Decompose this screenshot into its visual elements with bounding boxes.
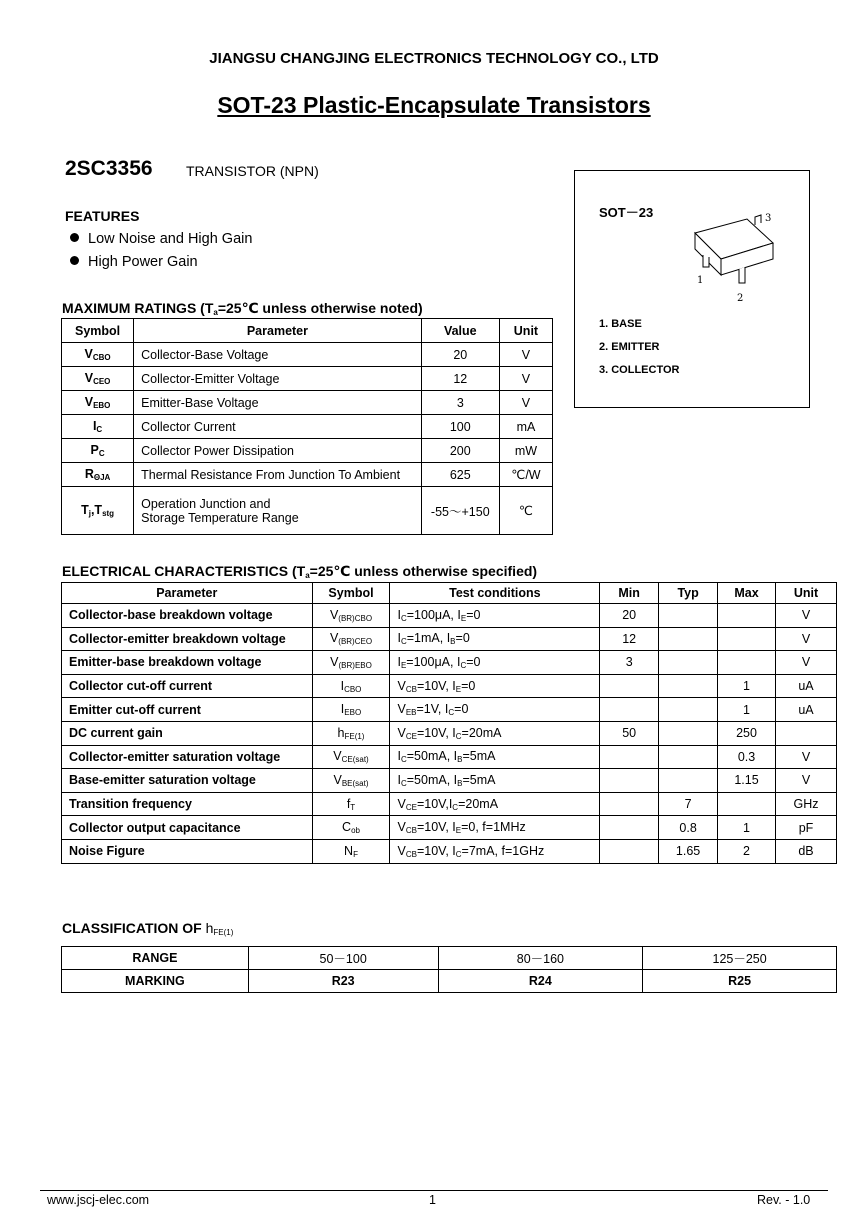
value-cell: -55～+150	[421, 487, 499, 535]
parameter-cell: Emitter-base breakdown voltage	[62, 651, 313, 675]
symbol-cell: $N_F$	[312, 839, 390, 863]
table-row	[62, 463, 553, 487]
table-row	[62, 769, 837, 793]
parameter-cell: Collector Current	[134, 415, 422, 439]
symbol-cell: $V_{CBO}$	[62, 343, 134, 367]
max-cell: 1	[718, 674, 776, 698]
column-header: Value	[421, 319, 499, 343]
value-cell: 100	[421, 415, 499, 439]
unit-cell: V	[499, 391, 552, 415]
condition-cell: $V_{CE}=10V,I_C=20mA$	[390, 792, 600, 816]
min-cell	[600, 674, 659, 698]
typ-cell	[659, 721, 718, 745]
min-cell	[600, 792, 659, 816]
table-row	[62, 651, 837, 675]
unit-cell: dB	[776, 839, 837, 863]
unit-cell: V	[499, 367, 552, 391]
parameter-cell: Transition frequency	[62, 792, 313, 816]
symbol-cell: $V_{EBO}$	[62, 391, 134, 415]
marking-cell: R24	[438, 970, 643, 993]
parameter-cell: Collector Power Dissipation	[134, 439, 422, 463]
column-header: Symbol	[62, 319, 134, 343]
max-cell	[718, 604, 776, 628]
unit-cell: pF	[776, 816, 837, 840]
pin-collector: 3. COLLECTOR	[599, 364, 680, 376]
electrical-heading: ELECTRICAL CHARACTERISTICS ($T_a=25℃$ unless otherwise specified)	[62, 563, 538, 580]
pin-emitter: 2. EMITTER	[599, 341, 660, 353]
unit-cell: ℃	[499, 487, 552, 535]
value-cell: 12	[421, 367, 499, 391]
unit-cell: V	[776, 651, 837, 675]
condition-cell: $I_C=100\mu A$, $I_E=0$	[390, 604, 600, 628]
table-row	[62, 816, 837, 840]
table-row	[62, 792, 837, 816]
bullet-icon	[70, 256, 79, 265]
table-row	[62, 415, 553, 439]
max-ratings-table	[61, 318, 553, 535]
symbol-cell: $V_{CEO}$	[62, 367, 134, 391]
max-cell: 1	[718, 698, 776, 722]
typ-cell	[659, 769, 718, 793]
table-row	[62, 487, 553, 535]
parameter-cell: Collector-Base Voltage	[134, 343, 422, 367]
max-cell	[718, 651, 776, 675]
unit-cell: V	[776, 745, 837, 769]
marking-cell: R23	[248, 970, 438, 993]
column-header: Parameter	[134, 319, 422, 343]
parameter-cell: Operation Junction and Storage Temperature Range	[134, 487, 422, 535]
condition-cell: $I_E=100\mu A$, $I_C=0$	[390, 651, 600, 675]
symbol-cell: $T_j,T_{stg}$	[62, 487, 134, 535]
footer-divider	[40, 1190, 828, 1191]
typ-cell: 7	[659, 792, 718, 816]
table-row	[62, 674, 837, 698]
typ-cell	[659, 627, 718, 651]
column-header: Min	[600, 583, 659, 604]
symbol-cell: $R_{\Theta JA}$	[62, 463, 134, 487]
package-box	[574, 170, 810, 408]
table-row	[62, 627, 837, 651]
value-cell: 200	[421, 439, 499, 463]
table-row	[62, 721, 837, 745]
max-cell: 0.3	[718, 745, 776, 769]
symbol-cell: $f_T$	[312, 792, 390, 816]
classification-table	[61, 946, 837, 993]
symbol-cell: $V_{BE(sat)}$	[312, 769, 390, 793]
condition-cell: $I_C=50mA$, $I_B=5mA$	[390, 769, 600, 793]
pin-label: 1	[697, 275, 704, 286]
feature-item: High Power Gain	[70, 254, 198, 270]
sot23-package-icon	[685, 205, 795, 305]
max-ratings-heading: MAXIMUM RATINGS ($T_a=25℃$ unless otherwise noted)	[62, 300, 423, 317]
min-cell: 12	[600, 627, 659, 651]
parameter-cell: Noise Figure	[62, 839, 313, 863]
symbol-cell: $V_{(BR)CEO}$	[312, 627, 390, 651]
max-cell: 2	[718, 839, 776, 863]
bullet-icon	[70, 233, 79, 242]
column-header: Parameter	[62, 583, 313, 604]
table-row	[62, 439, 553, 463]
symbol-cell: $C_{ob}$	[312, 816, 390, 840]
pin-base: 1. BASE	[599, 318, 642, 330]
condition-cell: $V_{EB}=1V$, $I_C=0$	[390, 698, 600, 722]
max-cell: 1.15	[718, 769, 776, 793]
symbol-cell: $I_{CBO}$	[312, 674, 390, 698]
column-header: Test conditions	[390, 583, 600, 604]
document-title: SOT-23 Plastic-Encapsulate Transistors	[217, 92, 651, 118]
marking-label: MARKING	[62, 970, 249, 993]
condition-cell: $V_{CB}=10V$, $I_E=0$	[390, 674, 600, 698]
column-header: Typ	[659, 583, 718, 604]
parameter-cell: Collector-emitter breakdown voltage	[62, 627, 313, 651]
condition-cell: $V_{CB}=10V$, $I_C=7mA$, f=1GHz	[390, 839, 600, 863]
table-row	[62, 343, 553, 367]
min-cell	[600, 839, 659, 863]
range-cell: 50－100	[248, 947, 438, 970]
parameter-cell: Emitter cut-off current	[62, 698, 313, 722]
min-cell	[600, 698, 659, 722]
package-title: SOT－23	[599, 205, 654, 220]
range-label: RANGE	[62, 947, 249, 970]
footer-page-number: 1	[429, 1193, 436, 1207]
column-header: Unit	[776, 583, 837, 604]
min-cell: 3	[600, 651, 659, 675]
column-header: Unit	[499, 319, 552, 343]
symbol-cell: $V_{(BR)CBO}$	[312, 604, 390, 628]
unit-cell: V	[499, 343, 552, 367]
parameter-cell: DC current gain	[62, 721, 313, 745]
unit-cell: mA	[499, 415, 552, 439]
condition-cell: $V_{CB}=10V$, $I_E=0$, f=1MHz	[390, 816, 600, 840]
symbol-cell: $I_{EBO}$	[312, 698, 390, 722]
features-heading: FEATURES	[65, 208, 140, 224]
company-name: JIANGSU CHANGJING ELECTRONICS TECHNOLOGY CO., LTD	[209, 50, 659, 67]
min-cell	[600, 745, 659, 769]
parameter-cell: Collector-emitter saturation voltage	[62, 745, 313, 769]
typ-cell	[659, 698, 718, 722]
classification-heading: CLASSIFICATION OF $h_{FE(1)}$	[62, 920, 234, 937]
max-cell	[718, 627, 776, 651]
parameter-cell: Base-emitter saturation voltage	[62, 769, 313, 793]
range-cell: 80－160	[438, 947, 643, 970]
symbol-cell: $V_{(BR)EBO}$	[312, 651, 390, 675]
symbol-cell: $h_{FE(1)}$	[312, 721, 390, 745]
part-type: TRANSISTOR (NPN)	[186, 163, 319, 179]
value-cell: 3	[421, 391, 499, 415]
table-row	[62, 839, 837, 863]
parameter-cell: Collector-Emitter Voltage	[134, 367, 422, 391]
table-row	[62, 367, 553, 391]
footer-revision: Rev. - 1.0	[757, 1193, 811, 1207]
unit-cell: uA	[776, 698, 837, 722]
parameter-cell: Thermal Resistance From Junction To Ambient	[134, 463, 422, 487]
min-cell	[600, 769, 659, 793]
typ-cell: 1.65	[659, 839, 718, 863]
symbol-cell: $V_{CE(sat)}$	[312, 745, 390, 769]
parameter-cell: Collector-base breakdown voltage	[62, 604, 313, 628]
max-cell	[718, 792, 776, 816]
typ-cell	[659, 745, 718, 769]
value-cell: 625	[421, 463, 499, 487]
typ-cell	[659, 651, 718, 675]
unit-cell: V	[776, 769, 837, 793]
marking-cell: R25	[643, 970, 837, 993]
parameter-cell: Collector cut-off current	[62, 674, 313, 698]
part-number: 2SC3356	[65, 157, 153, 180]
min-cell	[600, 816, 659, 840]
pin-label: 3	[765, 213, 772, 224]
table-row	[62, 745, 837, 769]
column-header: Symbol	[312, 583, 390, 604]
max-cell: 1	[718, 816, 776, 840]
feature-item: Low Noise and High Gain	[70, 231, 252, 247]
unit-cell: ℃/W	[499, 463, 552, 487]
unit-cell: uA	[776, 674, 837, 698]
table-row	[62, 604, 837, 628]
footer-website: www.jscj-elec.com	[47, 1193, 150, 1207]
parameter-cell: Emitter-Base Voltage	[134, 391, 422, 415]
min-cell: 20	[600, 604, 659, 628]
unit-cell: mW	[499, 439, 552, 463]
symbol-cell: $P_C$	[62, 439, 134, 463]
max-cell: 250	[718, 721, 776, 745]
condition-cell: $I_C=50mA$, $I_B=5mA$	[390, 745, 600, 769]
symbol-cell: $I_C$	[62, 415, 134, 439]
parameter-cell: Collector output capacitance	[62, 816, 313, 840]
value-cell: 20	[421, 343, 499, 367]
typ-cell	[659, 604, 718, 628]
electrical-table	[61, 582, 837, 864]
unit-cell: V	[776, 627, 837, 651]
condition-cell: $V_{CE}=10V$, $I_C=20mA$	[390, 721, 600, 745]
condition-cell: $I_C=1mA$, $I_B=0$	[390, 627, 600, 651]
range-cell: 125－250	[643, 947, 837, 970]
unit-cell: V	[776, 604, 837, 628]
unit-cell	[776, 721, 837, 745]
min-cell: 50	[600, 721, 659, 745]
table-row	[62, 698, 837, 722]
column-header: Max	[718, 583, 776, 604]
typ-cell: 0.8	[659, 816, 718, 840]
unit-cell: GHz	[776, 792, 837, 816]
typ-cell	[659, 674, 718, 698]
pin-label: 2	[737, 293, 744, 304]
table-row	[62, 391, 553, 415]
